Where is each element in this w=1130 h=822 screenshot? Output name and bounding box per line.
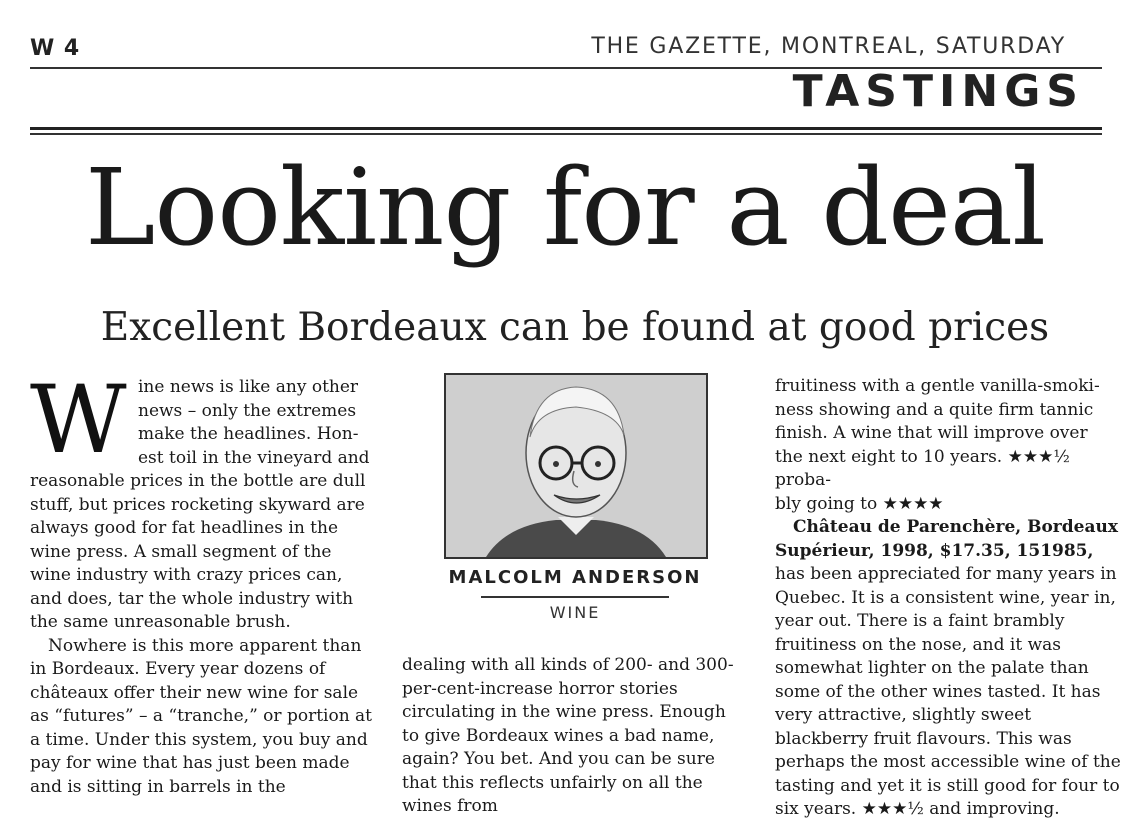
text-line: finish. A wine that will improve over: [775, 423, 1088, 443]
wine-name: Château de Parenchère, Bordeaux Supérieur, 1998, $17.35, 151985,: [775, 517, 1118, 561]
paragraph: Nowhere is this more apparent than in Bordeaux. Every year dozens of châteaux offer their new wine for sale as “futures” – a “tranche,” or portion at a time. Under this system, you buy and pay for wine that has just been made and is sitting in barrels in the: [30, 635, 373, 797]
wine-review: [775, 516, 1127, 822]
columnist-beat: WINE: [549, 603, 601, 622]
section-rule-bottom: [30, 133, 1102, 135]
section-title: TASTINGS: [792, 66, 1084, 117]
text-line: est toil in the vineyard and: [138, 447, 370, 468]
text-line: bly going to ★★★★: [775, 493, 944, 514]
columnist-photo: [444, 373, 708, 559]
wine-description: has been appreciated for many years in Quebec. It is a consistent wine, year in, year out. There is a faint brambly fruitiness on the nose, and it was somewhat lighter on the palate than some of the other wines tasted. It has very attractive, slightly sweet blackberry fruit flavours. This was perhaps the most accessible wine of the tasting and yet it is still good for four to six years. ★★★½ and improving.: [775, 564, 1121, 819]
columnist-name: MALCOLM ANDERSON: [448, 567, 702, 588]
article-headline: Looking for a deal: [85, 146, 1045, 269]
text-line: fruitiness with a gentle vanilla-smoki-: [775, 376, 1100, 396]
column-2: [402, 654, 736, 819]
text-line: ine news is like any other: [138, 377, 359, 397]
portrait-photo-icon: [446, 375, 706, 557]
section-rule-top: [30, 127, 1102, 130]
publication-line: THE GAZETTE, MONTREAL, SATURDAY: [591, 34, 1066, 59]
text-line: make the headlines. Hon-: [138, 424, 359, 444]
paragraph: reasonable prices in the bottle are dull stuff, but prices rocketing skyward are always good for fat headlines in the wine press. A small segment of the wine industry with crazy prices can, and does, tar the whole industry with the same unreasonable brush.: [30, 471, 366, 632]
drop-cap: W: [30, 366, 127, 475]
column-3: [775, 375, 1127, 822]
text-line: the next eight to 10 years. ★★★½ proba-: [775, 446, 1070, 490]
page-number: W 4: [30, 36, 81, 61]
text-line: ness showing and a quite firm tannic: [775, 399, 1094, 420]
text-line: news – only the extremes: [138, 400, 357, 421]
column-1-wrap: [138, 376, 378, 470]
paragraph: dealing with all kinds of 200- and 300-per-cent-increase horror stories circulating in the wine press. Enough to give Bordeaux wines a bad name, again? You bet. And you can be sure that this reflects unfairly on all the wines from: [402, 655, 734, 816]
article-deck: Excellent Bordeaux can be found at good prices: [100, 305, 1050, 350]
byline-rule: [481, 596, 669, 598]
column-1: [30, 470, 376, 799]
